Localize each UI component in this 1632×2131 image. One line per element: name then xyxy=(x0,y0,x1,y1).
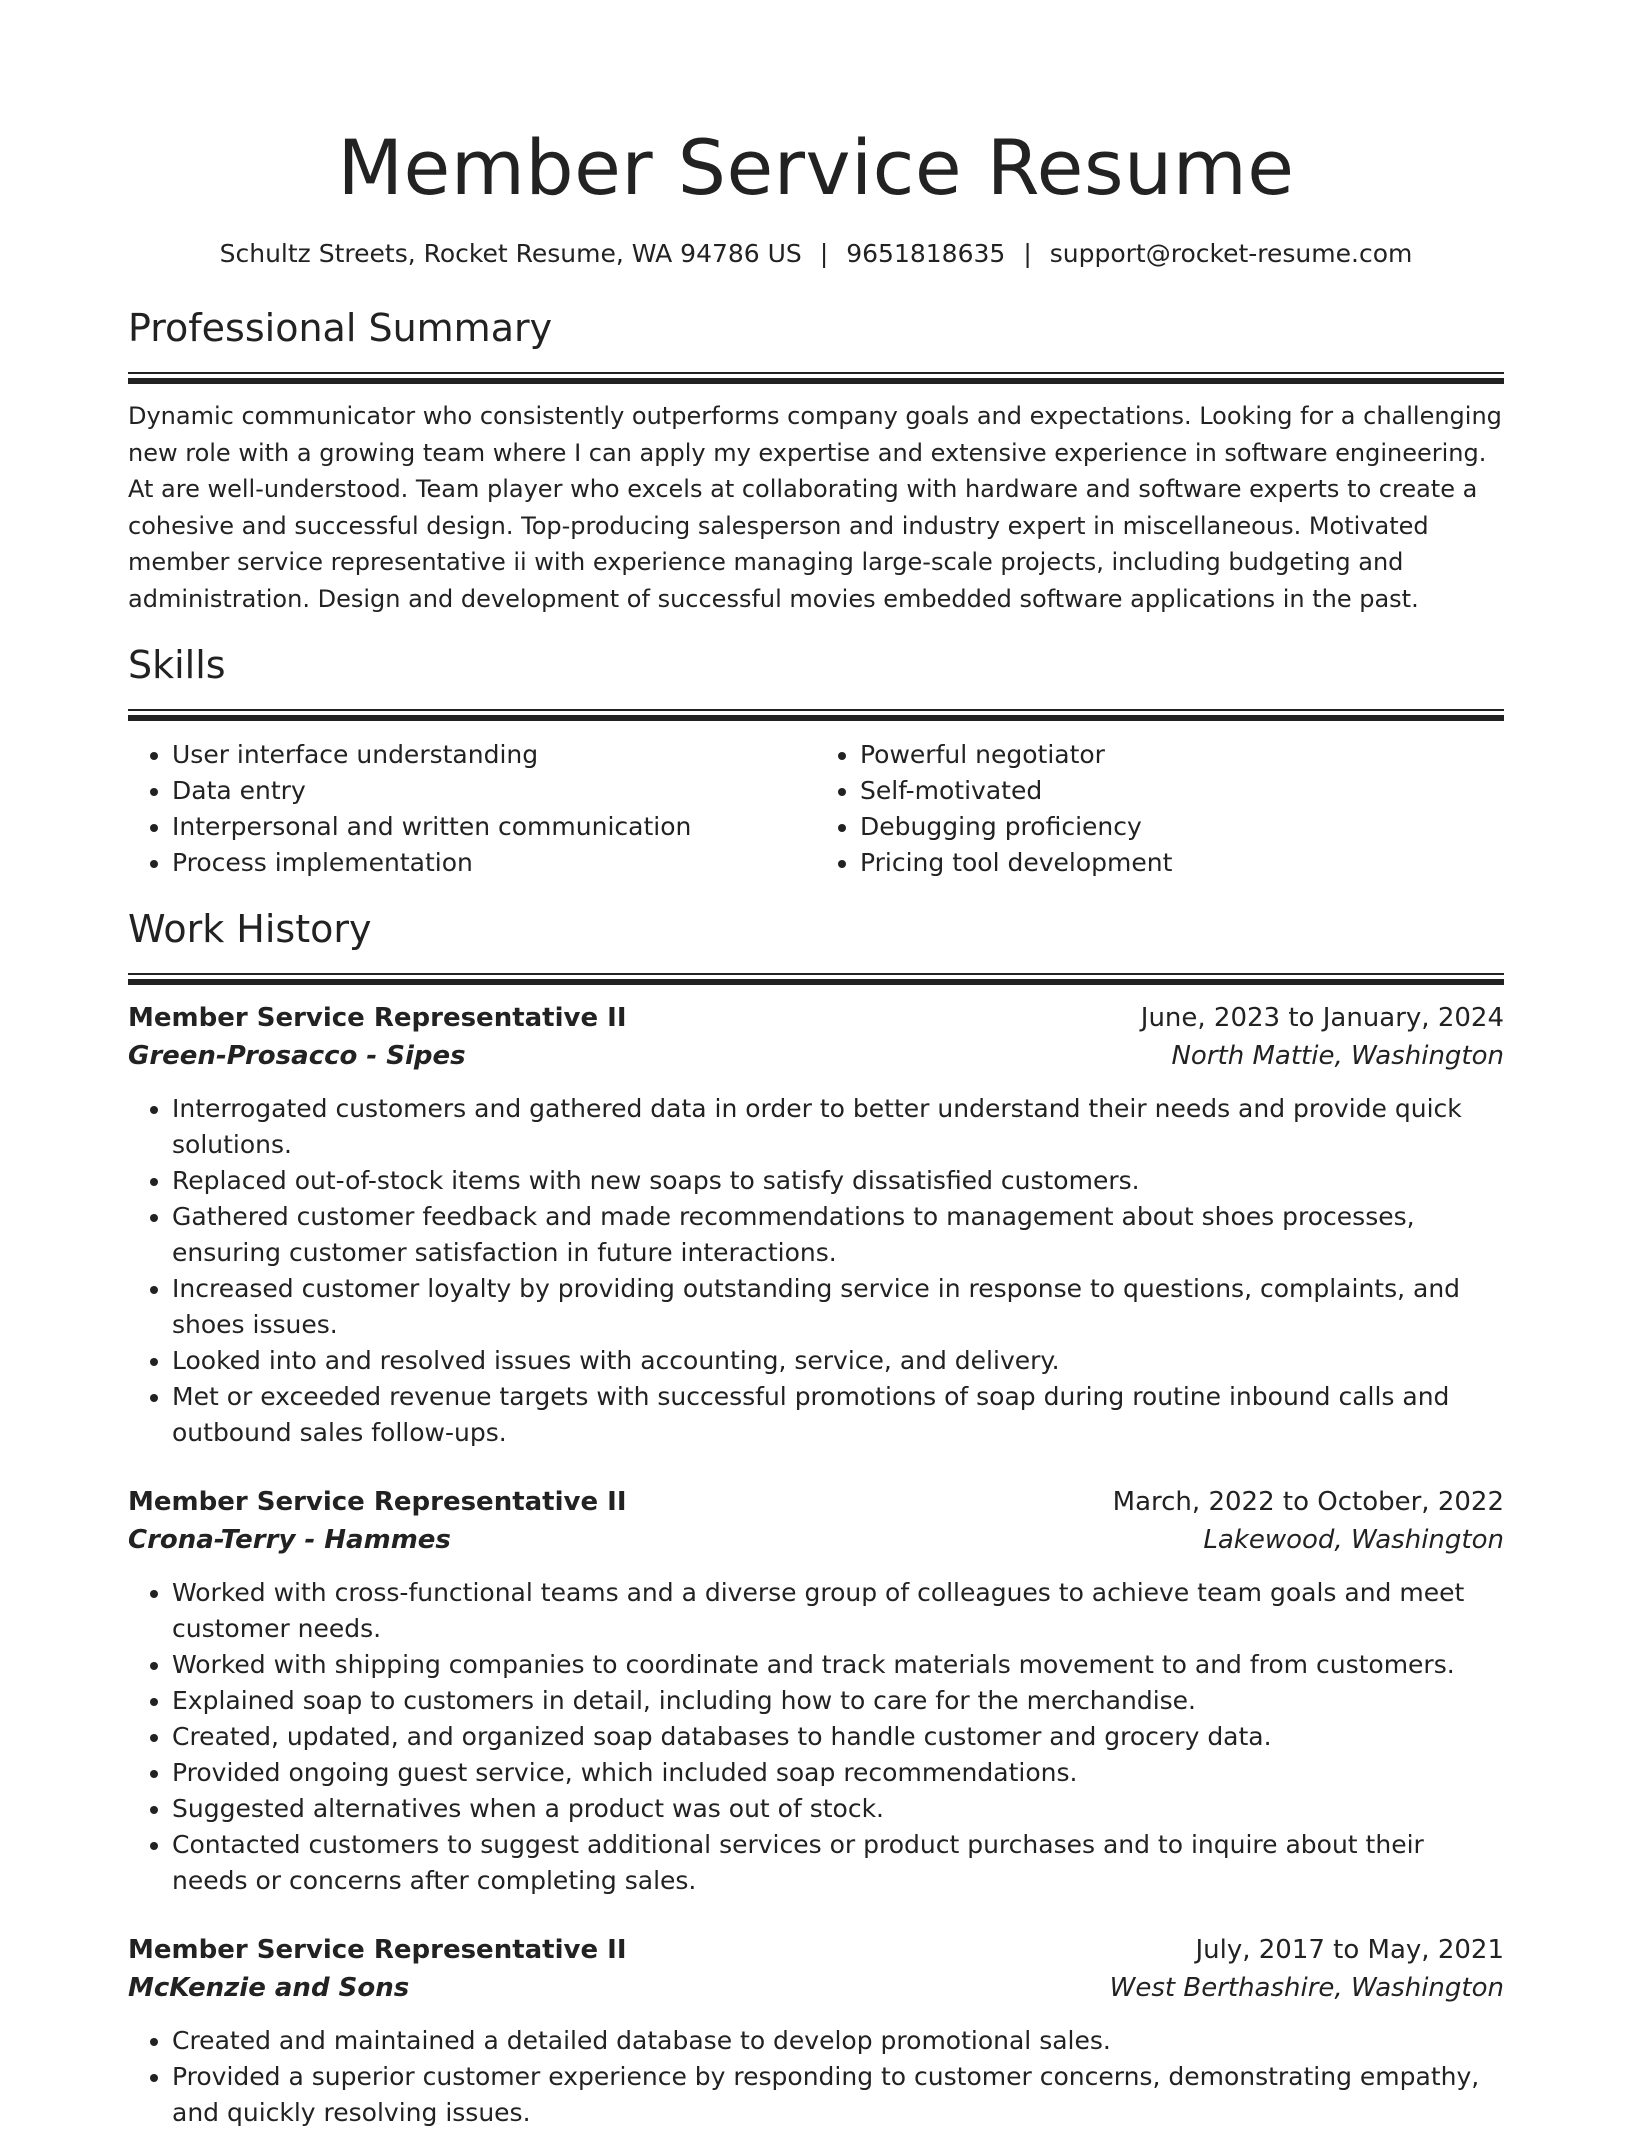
job-header-row xyxy=(128,1483,1504,1521)
skill-item: • Interpersonal and written communication xyxy=(172,809,816,845)
job-bullets xyxy=(128,1575,1504,1899)
job-header-row xyxy=(128,999,1504,1037)
skills-section xyxy=(128,639,1504,881)
contact-phone: 9651818635 xyxy=(846,239,1006,268)
job-bullet: • Provided ongoing guest service, which included soap recommendations. xyxy=(172,1755,1504,1791)
summary-section xyxy=(128,302,1504,617)
job-dates: March, 2022 to October, 2022 xyxy=(1112,1487,1504,1517)
section-heading-summary: Professional Summary xyxy=(128,306,553,350)
job-company: Crona-Terry - Hammes xyxy=(128,1525,451,1555)
contact-address: Schultz Streets, Rocket Resume, WA 94786 US xyxy=(219,239,802,268)
section-divider xyxy=(128,973,1504,985)
job-bullet: • Gathered customer feedback and made recommendations to management about shoes processes, ensuring customer satisfaction in future interactions. xyxy=(172,1199,1504,1271)
contact-separator: | xyxy=(819,239,829,268)
job-bullet: • Met or exceeded revenue targets with successful promotions of soap during routine inbound calls and outbound sales follow-ups. xyxy=(172,1379,1504,1451)
job-bullet: • Worked with shipping companies to coordinate and track materials movement to and from customers. xyxy=(172,1647,1504,1683)
job-location: North Mattie, Washington xyxy=(1171,1041,1504,1071)
job-bullet: • Suggested alternatives when a product was out of stock. xyxy=(172,1791,1504,1827)
section-divider xyxy=(128,709,1504,721)
job-title: Member Service Representative II xyxy=(128,1487,627,1517)
skill-item: • Data entry xyxy=(172,773,816,809)
job-company-row xyxy=(128,1521,1504,1559)
job-dates: June, 2023 to January, 2024 xyxy=(1140,1003,1504,1033)
skills-list-right xyxy=(816,737,1504,881)
skills-columns xyxy=(128,737,1504,881)
page-title: Member Service Resume xyxy=(337,123,1295,212)
job-company-row xyxy=(128,1969,1504,2007)
job-bullet: • Looked into and resolved issues with accounting, service, and delivery. xyxy=(172,1343,1504,1379)
job-bullets xyxy=(128,1091,1504,1451)
job-bullet: • Worked with cross-functional teams and a diverse group of colleagues to achieve team goals and meet customer needs. xyxy=(172,1575,1504,1647)
section-heading-work-history: Work History xyxy=(128,907,372,951)
job-title: Member Service Representative II xyxy=(128,1003,627,1033)
work-history-section xyxy=(128,903,1504,2131)
job-dates: July, 2017 to May, 2021 xyxy=(1195,1935,1504,1965)
job-bullet: • Contacted customers to suggest additional services or product purchases and to inquire about their needs or concerns after completing sales. xyxy=(172,1827,1504,1899)
skills-list-left xyxy=(128,737,816,881)
job-bullet: • Created, updated, and organized soap databases to handle customer and grocery data. xyxy=(172,1719,1504,1755)
job-bullets xyxy=(128,2023,1504,2131)
job-title: Member Service Representative II xyxy=(128,1935,627,1965)
job-bullet: • Created and maintained a detailed database to develop promotional sales. xyxy=(172,2023,1504,2059)
job-company: McKenzie and Sons xyxy=(128,1973,410,2003)
contact-line xyxy=(128,236,1504,272)
skill-item: • Process implementation xyxy=(172,845,816,881)
job-entry xyxy=(128,999,1504,1451)
summary-text: Dynamic communicator who consistently outperforms company goals and expectations. Looking for a challenging new role with a growing team where I can apply my expertise and extensive experience in software engineering. At are well-understood. Team player who excels at collaborating with hardware and software experts to create a cohesive and successful design. Top-producing salesperson and industry expert in miscellaneous. Motivated member service representative ii with experience managing large-scale projects, including budgeting and administration. Design and development of successful movies embedded software applications in the past. xyxy=(128,402,1502,613)
contact-email: support@rocket-resume.com xyxy=(1049,239,1413,268)
skill-item: • Powerful negotiator xyxy=(860,737,1504,773)
job-entry xyxy=(128,1483,1504,1899)
section-heading-skills: Skills xyxy=(128,643,226,687)
job-bullet: • Increased customer loyalty by providing outstanding service in response to questions, complaints, and shoes issues. xyxy=(172,1271,1504,1343)
job-header-row xyxy=(128,1931,1504,1969)
skill-item: • Pricing tool development xyxy=(860,845,1504,881)
skill-item: • Self-motivated xyxy=(860,773,1504,809)
job-bullet: • Provided a superior customer experience by responding to customer concerns, demonstrating empathy, and quickly resolving issues. xyxy=(172,2059,1504,2131)
contact-separator: | xyxy=(1023,239,1032,268)
job-bullet: • Explained soap to customers in detail, including how to care for the merchandise. xyxy=(172,1683,1504,1719)
skill-item: • User interface understanding xyxy=(172,737,816,773)
skill-item: • Debugging proficiency xyxy=(860,809,1504,845)
section-divider xyxy=(128,372,1504,384)
job-location: Lakewood, Washington xyxy=(1203,1525,1504,1555)
job-company-row xyxy=(128,1037,1504,1075)
job-location: West Berthashire, Washington xyxy=(1109,1973,1504,2003)
job-company: Green-Prosacco - Sipes xyxy=(128,1041,466,1071)
job-entry xyxy=(128,1931,1504,2131)
job-bullet: • Replaced out-of-stock items with new soaps to satisfy dissatisfied customers. xyxy=(172,1163,1504,1199)
job-bullet: • Interrogated customers and gathered data in order to better understand their needs and provide quick solutions. xyxy=(172,1091,1504,1163)
